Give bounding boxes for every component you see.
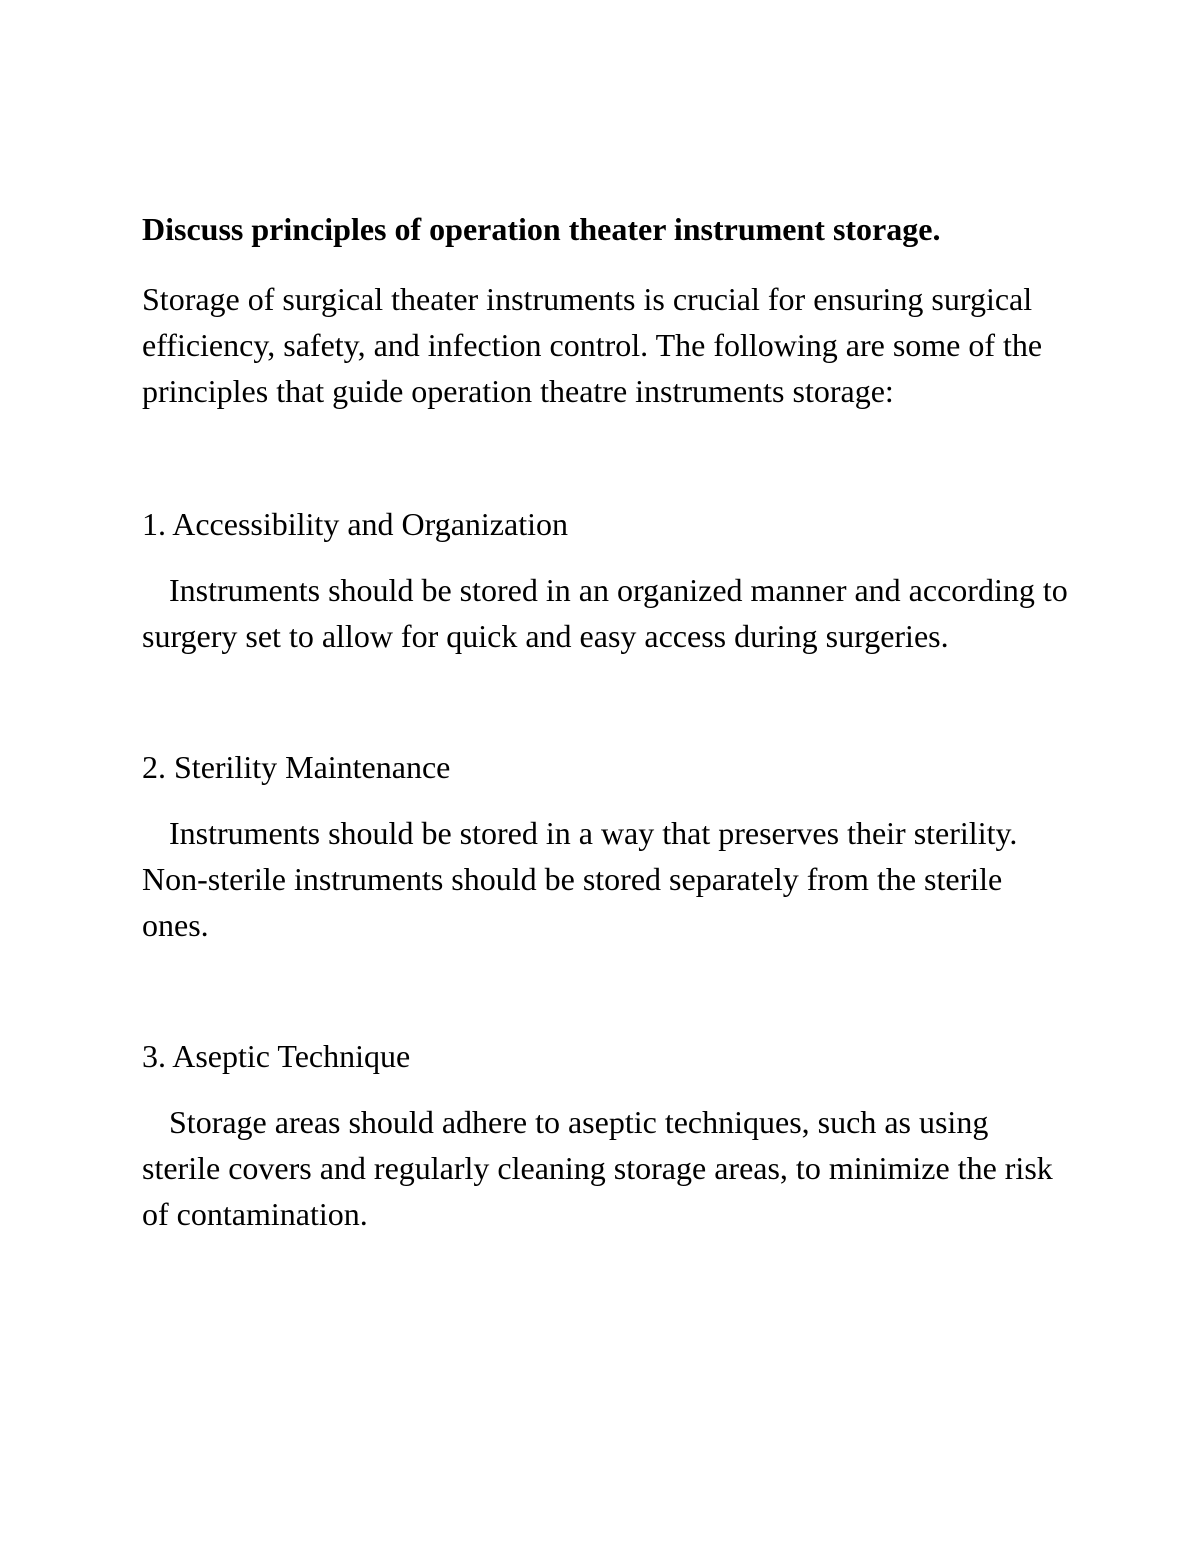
section-heading: 1. Accessibility and Organization (142, 506, 568, 542)
section-body: Storage areas should adhere to aseptic techniques, such as using sterile covers and regularly cleaning storage areas, to minimize the risk of contamination. (142, 1104, 1053, 1232)
section-sterility (142, 744, 1072, 948)
section-heading: 2. Sterility Maintenance (142, 749, 451, 785)
section-body: Instruments should be stored in an organized manner and according to surgery set to allow for quick and easy access during surgeries. (142, 572, 1068, 654)
document-content (142, 205, 1072, 1237)
section-body: Instruments should be stored in a way that preserves their sterility. Non-sterile instruments should be stored separately from the sterile ones. (142, 815, 1018, 943)
document-title: Discuss principles of operation theater instrument storage. (142, 211, 941, 247)
intro-paragraph: Storage of surgical theater instruments is crucial for ensuring surgical efficiency, safety, and infection control. The following are some of the principles that guide operation theatre instruments storage: (142, 281, 1043, 409)
section-accessibility (142, 501, 1072, 659)
section-heading: 3. Aseptic Technique (142, 1038, 411, 1074)
section-aseptic (142, 1033, 1072, 1237)
